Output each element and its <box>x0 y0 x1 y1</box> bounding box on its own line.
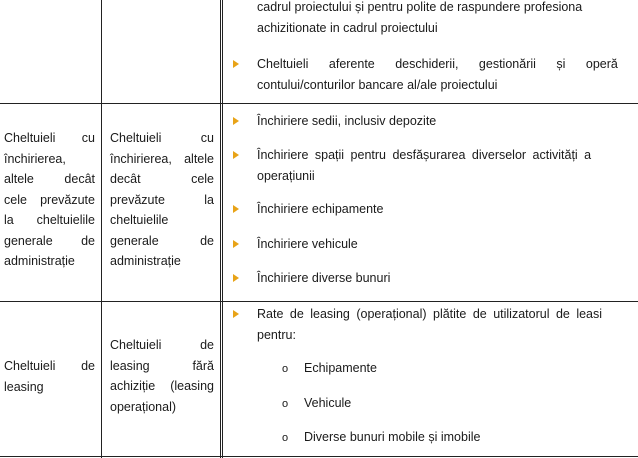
row-divider-2 <box>0 301 638 302</box>
sub-item-text: Vehicule <box>304 396 352 410</box>
row-divider-1 <box>0 103 638 104</box>
arrow-bullet-icon <box>233 205 239 213</box>
sub-item-text: Diverse bunuri mobile și imobile <box>304 430 481 444</box>
circle-bullet-icon: o <box>282 398 289 410</box>
leasing-col2 <box>110 335 214 417</box>
arrow-bullet-icon <box>233 151 239 159</box>
bullet-text: Închiriere echipamente <box>257 202 384 216</box>
arrow-bullet-icon <box>233 310 239 318</box>
bullet-text: Închiriere diverse bunuri <box>257 271 391 285</box>
rent-col2-line: cheltuielile <box>110 213 169 227</box>
sub-item-text: Echipamente <box>304 361 377 375</box>
rent-col1-line: generale de <box>4 233 95 248</box>
leasing-col1-line: Cheltuieli de <box>4 359 95 373</box>
rent-col2-line: Cheltuieli cu <box>110 131 214 145</box>
rent-col1 <box>4 128 95 272</box>
leasing-col2-line: Cheltuieli de <box>110 338 214 352</box>
sub-item-echipamente <box>282 358 377 379</box>
rent-col1-line: Cheltuieli cu <box>4 131 95 145</box>
leasing-col2-line: operațional) <box>110 399 177 414</box>
leasing-col2-line: achiziție (leasing <box>110 379 214 393</box>
rent-col1-line: la cheltuielile <box>4 213 95 227</box>
bullet-text-line-2: pentru: <box>257 328 296 342</box>
leasing-col1-line: leasing <box>4 379 44 394</box>
bullet-text-line-1: Închiriere spații pentru desfășurarea diverselor activități a <box>257 148 592 162</box>
bullet-text: Închiriere vehicule <box>257 237 358 251</box>
row-divider-bottom <box>0 456 638 457</box>
rent-col1-line: altele decât <box>4 172 95 186</box>
sub-item-bunuri <box>282 427 480 448</box>
sub-item-vehicule <box>282 393 351 414</box>
column-divider-left <box>101 0 102 458</box>
circle-bullet-icon: o <box>282 432 289 444</box>
rent-col1-line: administrație <box>4 254 75 268</box>
rent-col1-line: închirierea, <box>4 151 66 166</box>
bullet-text-line-2: operațiunii <box>257 169 315 183</box>
rent-col2-line: generale de <box>110 233 214 248</box>
arrow-bullet-icon <box>233 60 239 68</box>
bullet-text: Închiriere sedii, inclusiv depozite <box>257 114 437 128</box>
rent-col1-line: cele prevăzute <box>4 192 95 207</box>
arrow-bullet-icon <box>233 117 239 125</box>
arrow-bullet-icon <box>233 240 239 248</box>
circle-bullet-icon: o <box>282 363 289 375</box>
column-divider-middle-a <box>220 0 221 458</box>
continued-text-line-2: achizitionate in cadrul proiectului <box>257 21 438 35</box>
leasing-col1 <box>4 356 95 397</box>
rent-col2-line: prevăzute la <box>110 192 214 207</box>
column-divider-middle-b <box>222 0 223 458</box>
bullet-text-line-1: Cheltuieli aferente deschiderii, gestionării și operă <box>257 57 618 71</box>
bullet-text-line-1: Rate de leasing (operațional) plătite de utilizatorul de leasi <box>257 307 603 321</box>
arrow-bullet-icon <box>233 274 239 282</box>
rent-col2 <box>110 128 214 272</box>
bullet-text-line-2: contului/conturilor bancare al/ale proiectului <box>257 78 498 92</box>
rent-col2-line: decât cele <box>110 172 214 186</box>
rent-col2-line: închirierea, altele <box>110 151 214 166</box>
leasing-col2-line: leasing fără <box>110 358 214 373</box>
continued-text-line-1: cadrul proiectului și pentru polite de raspundere profesiona <box>257 0 583 14</box>
rent-col2-line: administrație <box>110 254 181 268</box>
